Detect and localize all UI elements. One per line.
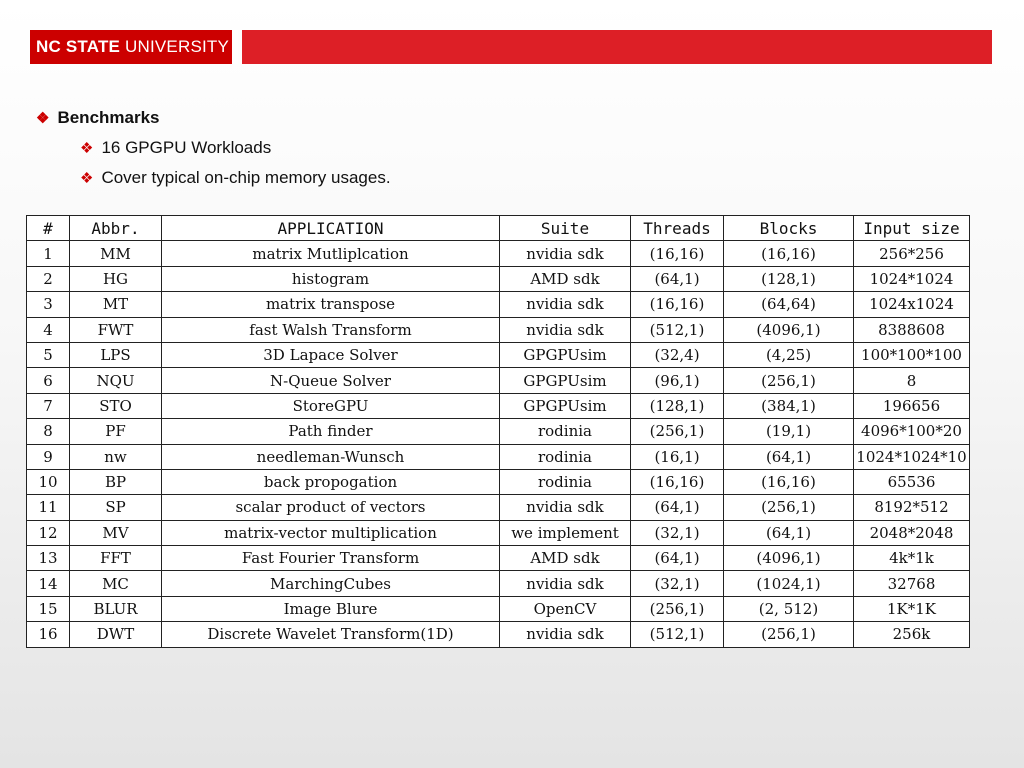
diamond-bullet-icon: ❖ <box>36 110 50 127</box>
cell-index: 16 <box>27 622 70 647</box>
column-header-index: # <box>27 216 70 241</box>
cell-index: 2 <box>27 266 70 291</box>
bullet-memory-text: Cover typical on-chip memory usages. <box>101 168 391 187</box>
cell-input-size: 100*100*100 <box>854 342 970 367</box>
table-row <box>27 546 970 571</box>
cell-suite: AMD sdk <box>500 546 631 571</box>
cell-input-size: 4096*100*20 <box>854 419 970 444</box>
cell-threads: (96,1) <box>631 368 724 393</box>
cell-input-size: 8 <box>854 368 970 393</box>
cell-input-size: 1024*1024 <box>854 266 970 291</box>
cell-abbr: BP <box>70 469 162 494</box>
cell-suite: rodinia <box>500 444 631 469</box>
table-row <box>27 368 970 393</box>
logo-bold-text: NC STATE <box>36 37 121 56</box>
cell-blocks: (64,1) <box>724 444 854 469</box>
cell-blocks: (256,1) <box>724 622 854 647</box>
cell-input-size: 196656 <box>854 393 970 418</box>
table-row <box>27 495 970 520</box>
cell-application: N-Queue Solver <box>162 368 500 393</box>
bullet-benchmarks <box>36 108 160 128</box>
cell-abbr: SP <box>70 495 162 520</box>
table-row <box>27 419 970 444</box>
cell-application: matrix-vector multiplication <box>162 520 500 545</box>
cell-suite: nvidia sdk <box>500 571 631 596</box>
cell-application: 3D Lapace Solver <box>162 342 500 367</box>
cell-suite: nvidia sdk <box>500 622 631 647</box>
cell-threads: (32,4) <box>631 342 724 367</box>
cell-input-size: 1024*1024*10 <box>854 444 970 469</box>
cell-abbr: PF <box>70 419 162 444</box>
cell-input-size: 8388608 <box>854 317 970 342</box>
cell-index: 10 <box>27 469 70 494</box>
cell-abbr: MM <box>70 241 162 266</box>
cell-suite: GPGPUsim <box>500 342 631 367</box>
cell-input-size: 256*256 <box>854 241 970 266</box>
cell-input-size: 4k*1k <box>854 546 970 571</box>
cell-application: histogram <box>162 266 500 291</box>
column-header-abbr: Abbr. <box>70 216 162 241</box>
benchmark-table <box>26 215 970 648</box>
cell-blocks: (2, 512) <box>724 596 854 621</box>
cell-threads: (512,1) <box>631 317 724 342</box>
table-row <box>27 444 970 469</box>
cell-threads: (256,1) <box>631 419 724 444</box>
table-row <box>27 571 970 596</box>
cell-threads: (64,1) <box>631 546 724 571</box>
cell-suite: nvidia sdk <box>500 241 631 266</box>
cell-threads: (64,1) <box>631 495 724 520</box>
header-bar <box>30 30 992 64</box>
cell-threads: (256,1) <box>631 596 724 621</box>
cell-suite: GPGPUsim <box>500 393 631 418</box>
cell-abbr: FFT <box>70 546 162 571</box>
cell-input-size: 256k <box>854 622 970 647</box>
diamond-bullet-icon: ❖ <box>80 140 94 157</box>
table-row <box>27 520 970 545</box>
cell-index: 9 <box>27 444 70 469</box>
cell-blocks: (64,1) <box>724 520 854 545</box>
table-row <box>27 241 970 266</box>
cell-threads: (32,1) <box>631 571 724 596</box>
cell-index: 6 <box>27 368 70 393</box>
cell-application: Path finder <box>162 419 500 444</box>
cell-blocks: (64,64) <box>724 292 854 317</box>
cell-index: 5 <box>27 342 70 367</box>
table-row <box>27 342 970 367</box>
cell-abbr: DWT <box>70 622 162 647</box>
cell-threads: (16,16) <box>631 241 724 266</box>
cell-abbr: MC <box>70 571 162 596</box>
cell-index: 13 <box>27 546 70 571</box>
cell-suite: GPGPUsim <box>500 368 631 393</box>
cell-index: 14 <box>27 571 70 596</box>
logo-regular-text: UNIVERSITY <box>125 37 230 56</box>
cell-abbr: nw <box>70 444 162 469</box>
table-row <box>27 469 970 494</box>
cell-blocks: (128,1) <box>724 266 854 291</box>
column-header-suite: Suite <box>500 216 631 241</box>
bullet-workloads <box>80 138 271 158</box>
cell-abbr: HG <box>70 266 162 291</box>
table-row <box>27 622 970 647</box>
table-row <box>27 393 970 418</box>
cell-threads: (16,1) <box>631 444 724 469</box>
cell-threads: (32,1) <box>631 520 724 545</box>
cell-abbr: STO <box>70 393 162 418</box>
bullet-benchmarks-text: Benchmarks <box>57 108 160 127</box>
column-header-blocks: Blocks <box>724 216 854 241</box>
column-header-application: APPLICATION <box>162 216 500 241</box>
cell-blocks: (4,25) <box>724 342 854 367</box>
column-header-threads: Threads <box>631 216 724 241</box>
cell-application: scalar product of vectors <box>162 495 500 520</box>
cell-blocks: (16,16) <box>724 469 854 494</box>
cell-threads: (64,1) <box>631 266 724 291</box>
cell-input-size: 8192*512 <box>854 495 970 520</box>
bullet-workloads-text: 16 GPGPU Workloads <box>101 138 272 157</box>
cell-input-size: 65536 <box>854 469 970 494</box>
column-header-input-size: Input size <box>854 216 970 241</box>
cell-blocks: (19,1) <box>724 419 854 444</box>
table-header-row <box>27 216 970 241</box>
cell-application: fast Walsh Transform <box>162 317 500 342</box>
cell-index: 4 <box>27 317 70 342</box>
cell-abbr: NQU <box>70 368 162 393</box>
cell-abbr: MT <box>70 292 162 317</box>
cell-abbr: MV <box>70 520 162 545</box>
cell-suite: we implement <box>500 520 631 545</box>
cell-index: 8 <box>27 419 70 444</box>
cell-abbr: LPS <box>70 342 162 367</box>
cell-blocks: (4096,1) <box>724 546 854 571</box>
header-gap <box>232 30 238 64</box>
cell-blocks: (1024,1) <box>724 571 854 596</box>
cell-index: 15 <box>27 596 70 621</box>
cell-blocks: (4096,1) <box>724 317 854 342</box>
cell-application: MarchingCubes <box>162 571 500 596</box>
cell-index: 12 <box>27 520 70 545</box>
cell-threads: (16,16) <box>631 469 724 494</box>
cell-suite: nvidia sdk <box>500 495 631 520</box>
cell-suite: OpenCV <box>500 596 631 621</box>
table-row <box>27 292 970 317</box>
cell-index: 7 <box>27 393 70 418</box>
cell-abbr: FWT <box>70 317 162 342</box>
table-row <box>27 596 970 621</box>
table-row <box>27 266 970 291</box>
cell-index: 3 <box>27 292 70 317</box>
cell-application: Fast Fourier Transform <box>162 546 500 571</box>
cell-threads: (16,16) <box>631 292 724 317</box>
table-row <box>27 317 970 342</box>
cell-blocks: (384,1) <box>724 393 854 418</box>
cell-application: back propogation <box>162 469 500 494</box>
cell-input-size: 32768 <box>854 571 970 596</box>
cell-application: matrix transpose <box>162 292 500 317</box>
cell-suite: nvidia sdk <box>500 317 631 342</box>
cell-suite: rodinia <box>500 419 631 444</box>
cell-input-size: 1K*1K <box>854 596 970 621</box>
cell-input-size: 2048*2048 <box>854 520 970 545</box>
cell-suite: AMD sdk <box>500 266 631 291</box>
cell-blocks: (256,1) <box>724 495 854 520</box>
cell-blocks: (256,1) <box>724 368 854 393</box>
university-logo <box>30 30 232 64</box>
cell-application: matrix Mutliplcation <box>162 241 500 266</box>
cell-abbr: BLUR <box>70 596 162 621</box>
cell-application: Image Blure <box>162 596 500 621</box>
cell-blocks: (16,16) <box>724 241 854 266</box>
cell-input-size: 1024x1024 <box>854 292 970 317</box>
diamond-bullet-icon: ❖ <box>80 170 94 187</box>
cell-threads: (128,1) <box>631 393 724 418</box>
cell-application: Discrete Wavelet Transform(1D) <box>162 622 500 647</box>
cell-index: 11 <box>27 495 70 520</box>
cell-index: 1 <box>27 241 70 266</box>
cell-suite: rodinia <box>500 469 631 494</box>
table-body <box>27 241 970 647</box>
cell-application: StoreGPU <box>162 393 500 418</box>
bullet-memory <box>80 168 391 188</box>
header-stripe <box>242 30 992 64</box>
cell-suite: nvidia sdk <box>500 292 631 317</box>
cell-application: needleman-Wunsch <box>162 444 500 469</box>
cell-threads: (512,1) <box>631 622 724 647</box>
